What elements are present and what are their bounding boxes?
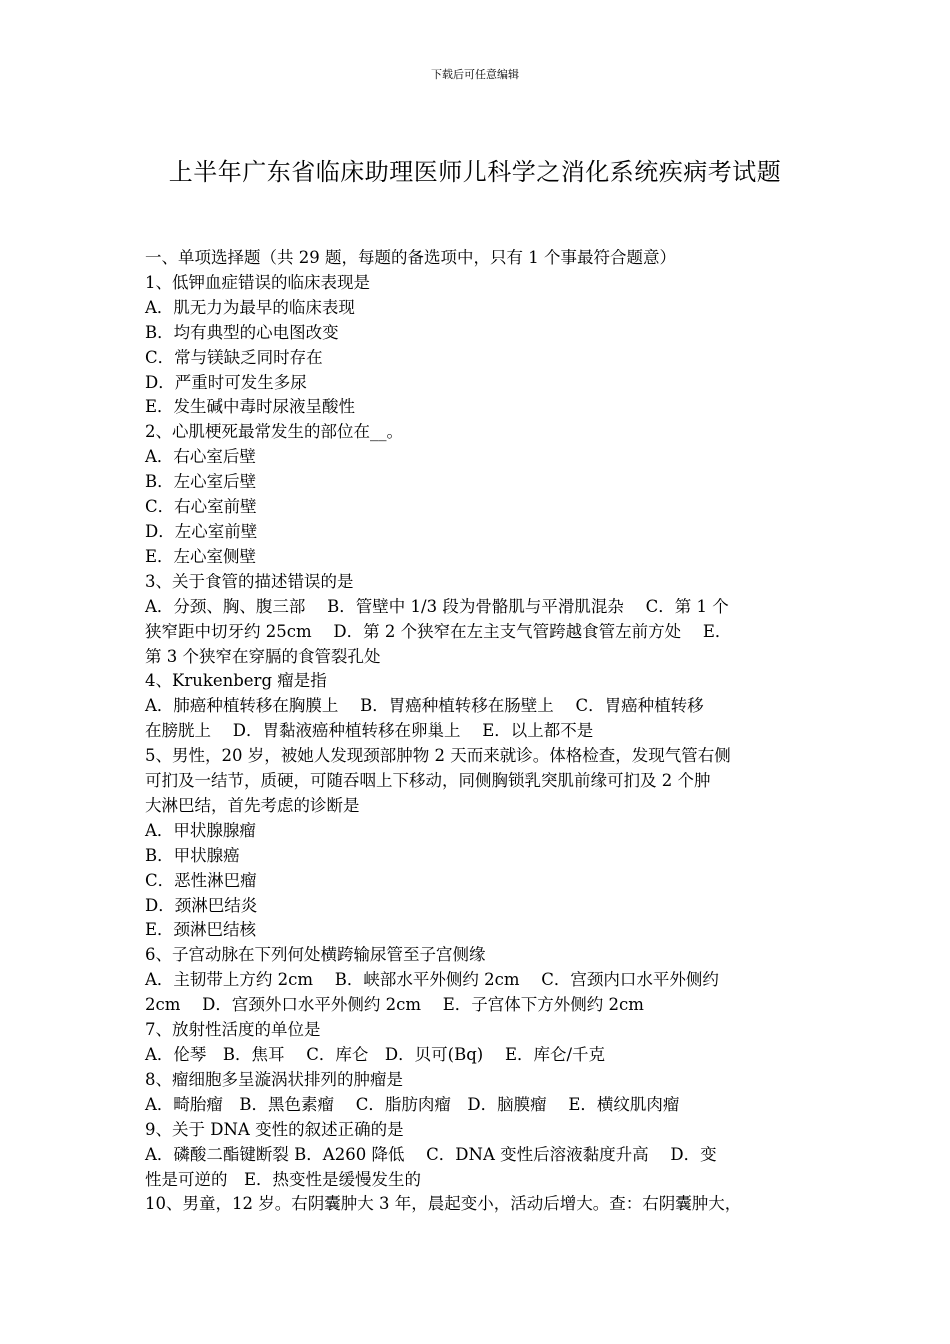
text-line: 7、放射性活度的单位是	[145, 1020, 321, 1040]
text-line: 8、瘤细胞多呈漩涡状排列的肿瘤是	[145, 1069, 403, 1089]
text-line: A．分颈、胸、腹三部 B．管壁中 1/3 段为骨骼肌与平滑肌混杂 C．第 1 个	[145, 596, 729, 616]
text-line: 第 3 个狭窄在穿膈的食管裂孔处	[145, 646, 381, 666]
text-line: 可扪及一结节，质硬，可随吞咽上下移动，同侧胸锁乳突肌前缘可扪及 2 个肿	[145, 771, 711, 791]
text-line: E．颈淋巴结核	[145, 920, 257, 940]
text-line: D．左心室前壁	[145, 521, 258, 541]
text-line: 大淋巴结，首先考虑的诊断是	[145, 795, 360, 815]
text-line: A．畸胎瘤 B．黑色素瘤 C．脂肪肉瘤 D．脑膜瘤 E．横纹肌肉瘤	[145, 1094, 680, 1114]
text-line: A．甲状腺腺瘤	[145, 820, 256, 840]
text-line: 在膀胱上 D．胃黏液癌种植转移在卵巢上 E．以上都不是	[145, 721, 594, 741]
text-line: E．发生碱中毒时尿液呈酸性	[145, 397, 356, 417]
text-line: A．伦琴 B．焦耳 C．库仑 D．贝可(Bq) E．库仑/千克	[145, 1045, 606, 1064]
text-line: C．常与镁缺乏同时存在	[145, 347, 323, 367]
text-line: B．左心室后壁	[145, 472, 257, 492]
text-line: 狭窄距中切牙约 25cm D．第 2 个狭窄在左主支气管跨越食管左前方处 E．	[145, 621, 732, 641]
text-line: D．严重时可发生多尿	[145, 372, 307, 392]
document-title: 上半年广东省临床助理医师儿科学之消化系统疾病考试题	[168, 158, 782, 186]
text-line: 10、男童，12 岁。右阴囊肿大 3 年，晨起变小，活动后增大。查：右阴囊肿大，	[145, 1194, 742, 1214]
text-line: A．肺癌种植转移在胸膜上 B．胃癌种植转移在肠壁上 C．胃癌种植转移	[145, 696, 704, 716]
text-line: 性是可逆的 E．热变性是缓慢发生的	[145, 1169, 422, 1189]
text-line: 3、关于食管的描述错误的是	[145, 571, 354, 591]
text-line: A．肌无力为最早的临床表现	[145, 297, 355, 317]
text-line: C．恶性淋巴瘤	[145, 870, 257, 890]
text-line: 9、关于 DNA 变性的叙述正确的是	[145, 1119, 404, 1139]
text-line: 5、男性，20 岁，被她人发现颈部肿物 2 天而来就诊。体格检查，发现气管右侧	[145, 746, 731, 766]
text-line: 一、单项选择题（共 29 题，每题的备选项中，只有 1 个事最符合题意）	[145, 248, 676, 267]
text-line: A．主韧带上方约 2cm B．峡部水平外侧约 2cm C．宫颈内口水平外侧约	[145, 970, 719, 990]
text-line: 6、子宫动脉在下列何处横跨输尿管至子宫侧缘	[145, 945, 486, 965]
text-line: 4、Krukenberg 瘤是指	[145, 671, 327, 691]
text-line: B．均有典型的心电图改变	[145, 322, 339, 342]
text-line: C．右心室前壁	[145, 497, 257, 517]
text-line: A．磷酸二酯键断裂 B．A260 降低 C．DNA 变性后溶液黏度升高 D．变	[145, 1144, 717, 1164]
text-line: E．左心室侧壁	[145, 546, 257, 566]
text-line: B．甲状腺癌	[145, 845, 240, 865]
text-line: A．右心室后壁	[145, 447, 256, 467]
text-line: 2cm D．宫颈外口水平外侧约 2cm E．子宫体下方外侧约 2cm	[145, 995, 644, 1015]
text-line: D．颈淋巴结炎	[145, 895, 258, 915]
header-note: 下载后可任意编辑	[431, 68, 519, 81]
document-body	[145, 246, 815, 1217]
text-line: 2、心肌梗死最常发生的部位在__。	[145, 422, 403, 442]
text-line: 1、低钾血症错误的临床表现是	[145, 272, 370, 292]
